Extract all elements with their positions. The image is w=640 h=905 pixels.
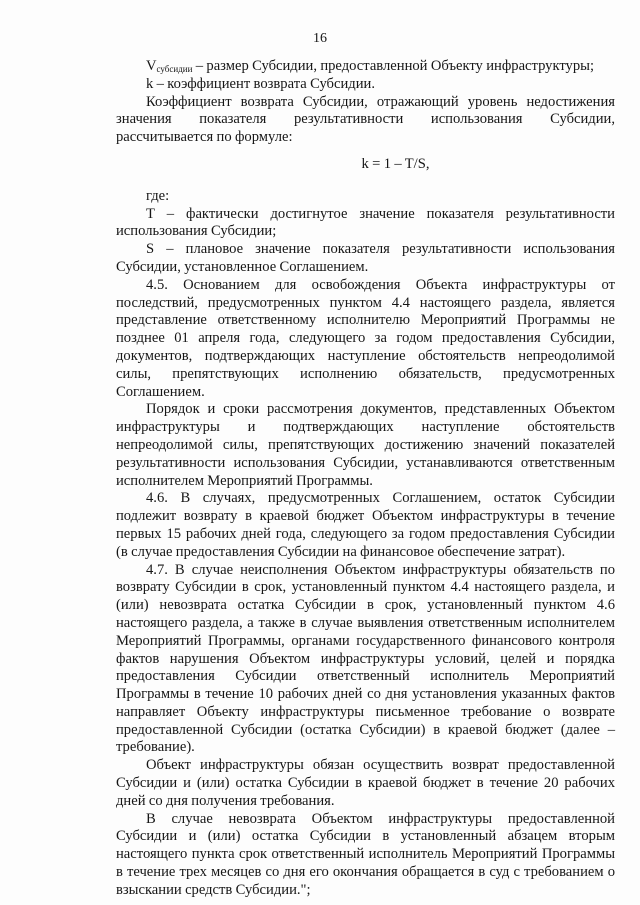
where-label: где: bbox=[146, 187, 170, 204]
v-definition-text: – размер Субсидии, предоставленной Объекту инфраструктуры; bbox=[192, 58, 595, 74]
document-body bbox=[116, 58, 615, 900]
paragraph-return-obligation: Объект инфраструктуры обязан осуществить возврат предоставленной Субсидии и (или) остатка Субсидии в краевой бюджет в течение 20 рабочих дней со дня получения требования. bbox=[116, 757, 615, 809]
v-subscript: субсидии bbox=[156, 64, 193, 74]
v-symbol: V bbox=[146, 58, 157, 74]
definition-v bbox=[116, 58, 615, 76]
definition-t: Т – фактически достигнутое значение показателя результативности использования Субсидии; bbox=[116, 205, 615, 240]
paragraph-4-7: 4.7. В случае неисполнения Объектом инфраструктуры обязательств по возврату Субсидии в срок, установленный пунктом 4.4 настоящего раздела, и (или) невозврата остатка Субсидии в срок, установленный пунктом 4.6 настоящего раздела, а также в случае выявления ответственным исполнителем Мероприятий Программы, органами государственного финансового контроля фактов нарушения Объектом инфраструктуры условий, целей и порядка предоставления Субсидии ответственный исполнитель Мероприятий Программы в течение 10 рабочих дней со дня установления указанных фактов направляет Объекту инфраструктуры письменное требование о возврате предоставленной Субсидии (остатка Субсидии) в краевой бюджет (далее – требование). bbox=[116, 561, 615, 756]
paragraph-4-6: 4.6. В случаях, предусмотренных Соглашением, остаток Субсидии подлежит возврату в краевой бюджет Объектом инфраструктуры в течение первых 15 рабочих дней года, следующего за годом предоставления Субсидии (в случае предоставления Субсидии на финансовое обеспечение затрат). bbox=[116, 490, 615, 560]
paragraph-4-5: 4.5. Основанием для освобождения Объекта инфраструктуры от последствий, предусмотренных пунктом 4.4 настоящего раздела, является представление ответственному исполнителю Мероприятий Программы не позднее 01 апреля года, следующего за годом предоставления Субсидии, документов, подтверждающих наступление обстоятельств непреодолимой силы, препятствующих исполнению обязательств, предусмотренных Соглашением. bbox=[116, 276, 615, 400]
paragraph-court-recovery: В случае невозврата Объектом инфраструктуры предоставленной Субсидии и (или) остатка Субсидии в установленный абзацем вторым настоящего пункта срок ответственный исполнитель Мероприятий Программы в течение трех месяцев со дня его окончания обращается в суд с требованием о взыскании средств Субсидии."; bbox=[116, 810, 615, 898]
page-number: 16 bbox=[313, 31, 327, 46]
definition-k: k – коэффициент возврата Субсидии. bbox=[146, 75, 375, 92]
paragraph-review-order: Порядок и сроки рассмотрения документов, представленных Объектом инфраструктуры и подтверждающих наступление обстоятельств непреодолимой силы, препятствующих достижению значений показателей результативности использования Субсидии, устанавливаются ответственным исполнителем Мероприятий Программы. bbox=[116, 401, 615, 489]
definition-s: S – плановое значение показателя результативности использования Субсидии, установленное Соглашением. bbox=[116, 241, 615, 275]
formula: k = 1 – T/S, bbox=[361, 155, 430, 172]
paragraph-coefficient-intro: Коэффициент возврата Субсидии, отражающий уровень недостижения значения показателя результативности использования Субсидии, рассчитывается по формуле: bbox=[116, 93, 615, 146]
